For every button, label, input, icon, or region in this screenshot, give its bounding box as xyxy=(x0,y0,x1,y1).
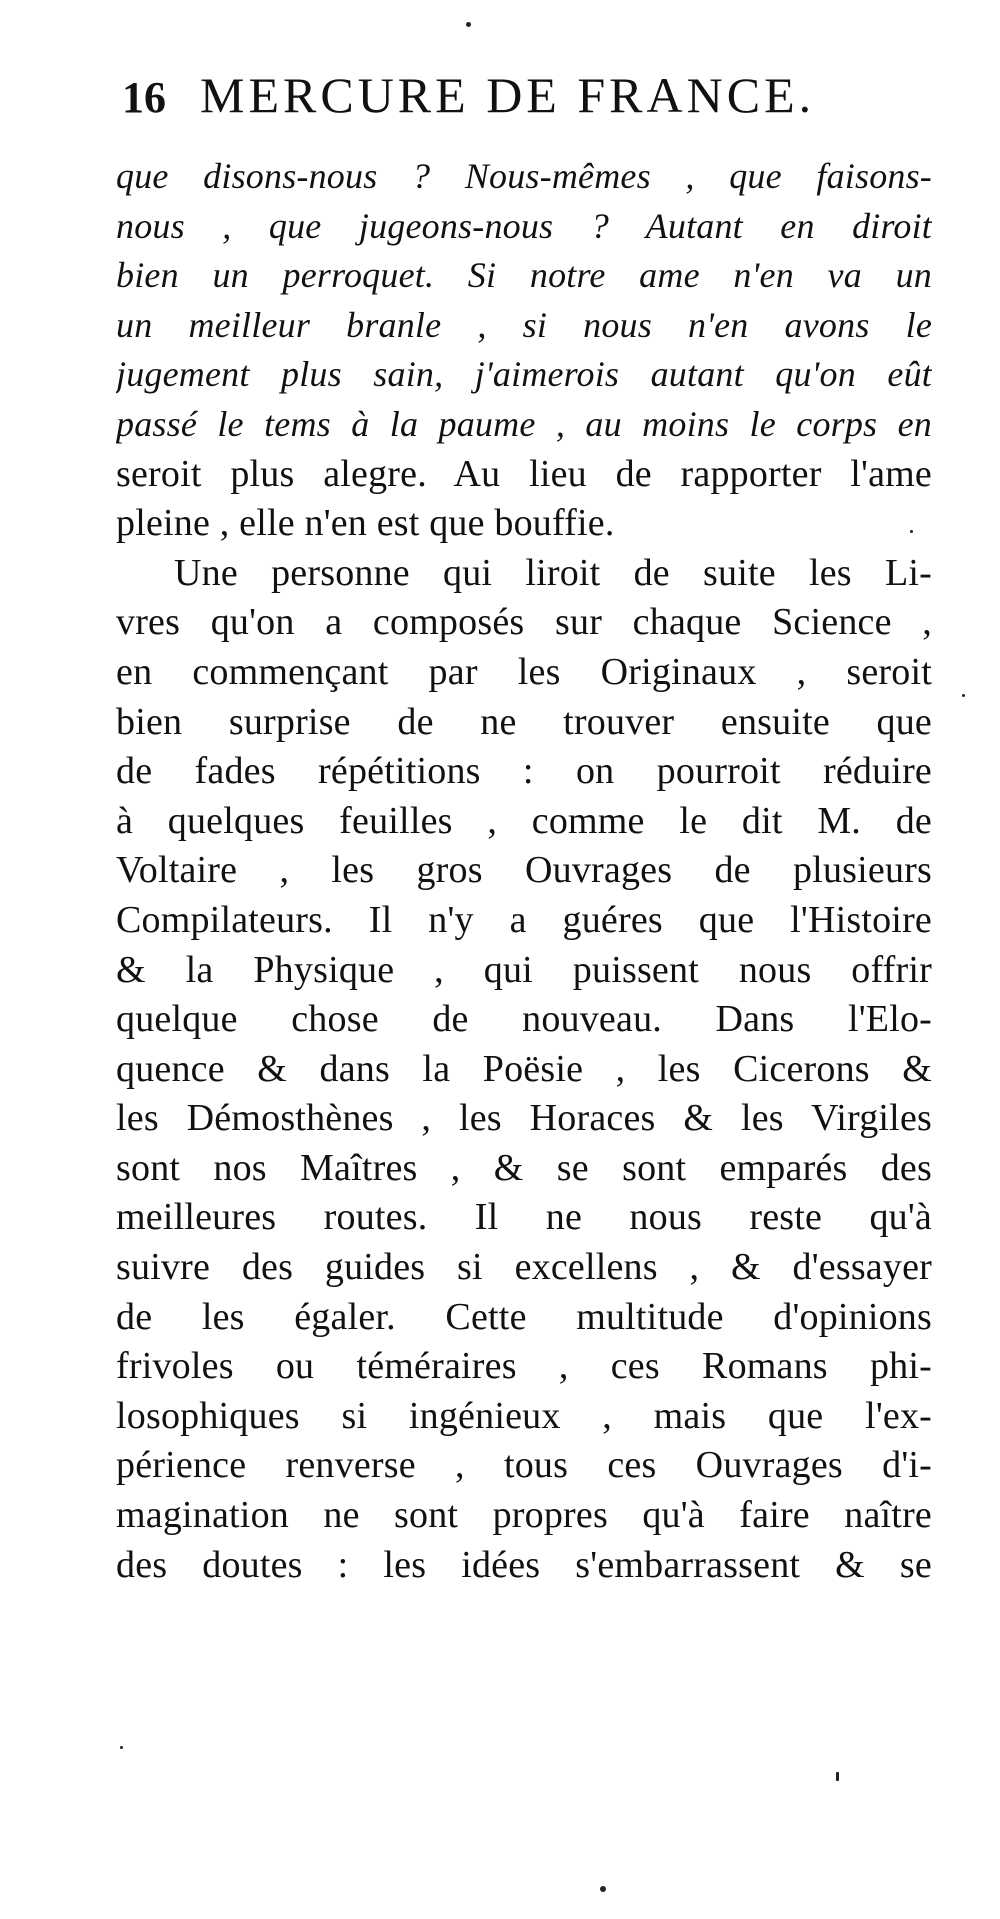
text-line: quence & dans la Poësie , les Cicerons & xyxy=(116,1047,932,1090)
scan-speck xyxy=(962,694,965,697)
text-line: suivre des guides si excellens , & d'essayer xyxy=(116,1246,932,1289)
text-line: pleine , elle n'en est que bouffie. xyxy=(116,502,615,545)
text-line: & la Physique , qui puissent nous offrir xyxy=(116,948,932,991)
running-head xyxy=(122,66,882,136)
text-line: passé le tems à la paume , au moins le corps en xyxy=(116,403,932,444)
text-line: sont nos Maîtres , & se sont emparés des xyxy=(116,1146,932,1189)
text-line: bien un perroquet. Si notre ame n'en va un xyxy=(116,255,932,296)
text-line: jugement plus sain, j'aimerois autant qu'on eût xyxy=(116,354,932,395)
text-line: de fades répétitions : on pourroit réduire xyxy=(116,750,932,793)
text-line: bien surprise de ne trouver ensuite que xyxy=(116,700,932,743)
text-line: vres qu'on a composés sur chaque Science , xyxy=(116,601,932,644)
text-line: seroit plus alegre. Au lieu de rapporter l'ame xyxy=(116,452,932,495)
scan-speck xyxy=(466,22,471,27)
text-line: les Démosthènes , les Horaces & les Virgiles xyxy=(116,1097,932,1140)
text-line: Voltaire , les gros Ouvrages de plusieurs xyxy=(116,849,932,892)
text-line: en commençant par les Originaux , seroit xyxy=(116,650,932,693)
scan-speck xyxy=(910,530,913,533)
text-line: un meilleur branle , si nous n'en avons le xyxy=(116,304,932,345)
text-line: Compilateurs. Il n'y a guéres que l'Histoire xyxy=(116,898,932,941)
text-line: losophiques si ingénieux , mais que l'ex- xyxy=(116,1394,932,1437)
journal-title: MERCURE DE FRANCE. xyxy=(200,67,816,123)
text-line: que disons-nous ? Nous-mêmes , que faisons- xyxy=(116,156,932,196)
text-line: Une personne qui liroit de suite les Li- xyxy=(174,551,932,594)
scan-speck xyxy=(120,1746,123,1749)
text-line: à quelques feuilles , comme le dit M. de xyxy=(116,799,932,842)
text-line: périence renverse , tous ces Ouvrages d'i- xyxy=(116,1444,932,1487)
text-line: quelque chose de nouveau. Dans l'Elo- xyxy=(116,998,932,1041)
text-line: meilleures routes. Il ne nous reste qu'à xyxy=(116,1196,932,1239)
scan-speck xyxy=(600,1886,606,1892)
text-line: des doutes : les idées s'embarrassent & se xyxy=(116,1543,932,1586)
body-text xyxy=(116,152,932,1590)
text-line: de les égaler. Cette multitude d'opinions xyxy=(116,1295,932,1338)
scan-speck xyxy=(836,1772,839,1781)
text-line: frivoles ou téméraires , ces Romans phi- xyxy=(116,1345,932,1388)
text-line: nous , que jugeons-nous ? Autant en diroit xyxy=(116,205,932,246)
text-line: magination ne sont propres qu'à faire naître xyxy=(116,1494,932,1537)
page-number: 16 xyxy=(122,73,166,122)
